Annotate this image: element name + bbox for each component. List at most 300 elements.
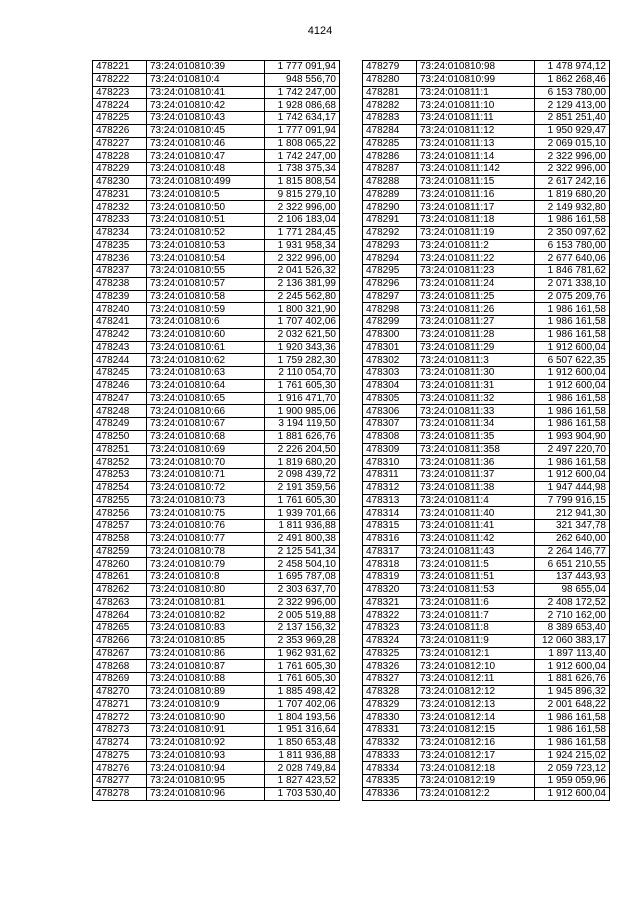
table-row (363, 392, 610, 405)
cadastral-value-cell: 1 912 600,04 (535, 379, 610, 392)
cadastral-value-cell: 1 986 161,58 (535, 405, 610, 418)
cadastral-number-cell: 73:24:010810:92 (147, 736, 265, 749)
row-number-cell: 478270 (93, 685, 147, 698)
row-number-cell: 478323 (363, 622, 417, 635)
cadastral-number-cell: 73:24:010810:60 (147, 328, 265, 341)
table-row (93, 622, 340, 635)
cadastral-number-cell: 73:24:010810:91 (147, 724, 265, 737)
row-number-cell: 478229 (93, 163, 147, 176)
cadastral-number-cell: 73:24:010811:42 (417, 532, 535, 545)
table-row (363, 277, 610, 290)
table-row (363, 532, 610, 545)
table-row (93, 73, 340, 86)
cadastral-value-cell: 12 060 383,17 (535, 634, 610, 647)
cadastral-number-cell: 73:24:010810:77 (147, 532, 265, 545)
table-row (363, 673, 610, 686)
table-row (93, 762, 340, 775)
cadastral-number-cell: 73:24:010811:17 (417, 201, 535, 214)
cadastral-number-cell: 73:24:010810:65 (147, 392, 265, 405)
cadastral-number-cell: 73:24:010810:46 (147, 137, 265, 150)
table-row (93, 290, 340, 303)
cadastral-number-cell: 73:24:010811:7 (417, 609, 535, 622)
cadastral-value-cell: 1 912 600,04 (535, 341, 610, 354)
table-row (93, 303, 340, 316)
cadastral-number-cell: 73:24:010811:1 (417, 86, 535, 99)
cadastral-value-cell: 2 005 519,88 (265, 609, 340, 622)
cadastral-number-cell: 73:24:010810:67 (147, 418, 265, 431)
row-number-cell: 478280 (363, 73, 417, 86)
row-number-cell: 478243 (93, 341, 147, 354)
cadastral-number-cell: 73:24:010811:25 (417, 290, 535, 303)
table-row (363, 545, 610, 558)
row-number-cell: 478253 (93, 469, 147, 482)
row-number-cell: 478236 (93, 252, 147, 265)
row-number-cell: 478225 (93, 112, 147, 125)
row-number-cell: 478308 (363, 430, 417, 443)
cadastral-value-cell: 1 777 091,94 (265, 124, 340, 137)
cadastral-number-cell: 73:24:010810:86 (147, 647, 265, 660)
cadastral-value-cell: 1 804 193,56 (265, 711, 340, 724)
cadastral-value-cell: 2 069 015,10 (535, 137, 610, 150)
row-number-cell: 478264 (93, 609, 147, 622)
table-row (93, 456, 340, 469)
cadastral-number-cell: 73:24:010810:76 (147, 520, 265, 533)
table-row (93, 532, 340, 545)
table-row (93, 634, 340, 647)
cadastral-value-cell: 2 322 996,00 (265, 596, 340, 609)
row-number-cell: 478290 (363, 201, 417, 214)
row-number-cell: 478305 (363, 392, 417, 405)
cadastral-number-cell: 73:24:010810:43 (147, 112, 265, 125)
cadastral-number-cell: 73:24:010810:81 (147, 596, 265, 609)
table-row (363, 456, 610, 469)
table-row (93, 685, 340, 698)
table-row (363, 290, 610, 303)
cadastral-value-cell: 2 071 338,10 (535, 277, 610, 290)
row-number-cell: 478250 (93, 430, 147, 443)
table-row (363, 787, 610, 800)
cadastral-number-cell: 73:24:010810:59 (147, 303, 265, 316)
cadastral-value-cell: 6 651 210,55 (535, 558, 610, 571)
row-number-cell: 478304 (363, 379, 417, 392)
row-number-cell: 478275 (93, 749, 147, 762)
cadastral-value-cell: 1 912 600,04 (535, 787, 610, 800)
row-number-cell: 478234 (93, 226, 147, 239)
cadastral-number-cell: 73:24:010810:73 (147, 494, 265, 507)
table-row (363, 379, 610, 392)
table-row (363, 469, 610, 482)
table-row (93, 711, 340, 724)
table-row (363, 749, 610, 762)
table-row (363, 430, 610, 443)
table-row (93, 150, 340, 163)
cadastral-value-cell: 1 912 600,04 (535, 469, 610, 482)
cadastral-value-cell: 2 129 413,00 (535, 99, 610, 112)
cadastral-number-cell: 73:24:010812:14 (417, 711, 535, 724)
cadastral-value-cell: 2 408 172,52 (535, 596, 610, 609)
cadastral-number-cell: 73:24:010810:70 (147, 456, 265, 469)
row-number-cell: 478331 (363, 724, 417, 737)
cadastral-value-cell: 1 742 247,00 (265, 150, 340, 163)
cadastral-number-cell: 73:24:010812:17 (417, 749, 535, 762)
table-row (363, 86, 610, 99)
cadastral-value-cell: 2 322 996,00 (535, 150, 610, 163)
row-number-cell: 478293 (363, 239, 417, 252)
cadastral-value-cell: 1 945 896,32 (535, 685, 610, 698)
row-number-cell: 478228 (93, 150, 147, 163)
row-number-cell: 478261 (93, 571, 147, 584)
cadastral-value-cell: 2 322 996,00 (535, 163, 610, 176)
cadastral-value-cell: 1 931 958,34 (265, 239, 340, 252)
cadastral-value-cell: 1 900 985,06 (265, 405, 340, 418)
row-number-cell: 478291 (363, 214, 417, 227)
table-row (363, 507, 610, 520)
row-number-cell: 478310 (363, 456, 417, 469)
cadastral-number-cell: 73:24:010811:2 (417, 239, 535, 252)
cadastral-value-cell: 1 881 626,76 (265, 430, 340, 443)
row-number-cell: 478300 (363, 328, 417, 341)
cadastral-value-cell: 2 110 054,70 (265, 367, 340, 380)
table-row (363, 558, 610, 571)
cadastral-number-cell: 73:24:010810:82 (147, 609, 265, 622)
cadastral-number-cell: 73:24:010811:33 (417, 405, 535, 418)
table-row (93, 405, 340, 418)
cadastral-number-cell: 73:24:010810:53 (147, 239, 265, 252)
table-row (363, 73, 610, 86)
table-row (363, 367, 610, 380)
cadastral-value-cell: 2 264 146,77 (535, 545, 610, 558)
table-row (363, 354, 610, 367)
cadastral-value-cell: 2 137 156,32 (265, 622, 340, 635)
table-row (363, 622, 610, 635)
cadastral-value-cell: 1 993 904,90 (535, 430, 610, 443)
cadastral-value-cell: 1 947 444,98 (535, 481, 610, 494)
table-row (363, 112, 610, 125)
cadastral-value-cell: 262 640,00 (535, 532, 610, 545)
row-number-cell: 478298 (363, 303, 417, 316)
cadastral-number-cell: 73:24:010811:37 (417, 469, 535, 482)
row-number-cell: 478231 (93, 188, 147, 201)
table-row (93, 775, 340, 788)
cadastral-value-cell: 2 491 800,38 (265, 532, 340, 545)
cadastral-value-cell: 2 191 359,56 (265, 481, 340, 494)
cadastral-value-cell: 1 707 402,06 (265, 316, 340, 329)
table-row (93, 583, 340, 596)
cadastral-number-cell: 73:24:010811:13 (417, 137, 535, 150)
row-number-cell: 478266 (93, 634, 147, 647)
cadastral-number-cell: 73:24:010810:58 (147, 290, 265, 303)
row-number-cell: 478335 (363, 775, 417, 788)
cadastral-number-cell: 73:24:010811:41 (417, 520, 535, 533)
row-number-cell: 478239 (93, 290, 147, 303)
cadastral-value-cell: 1 761 605,30 (265, 379, 340, 392)
cadastral-value-cell: 2 458 504,10 (265, 558, 340, 571)
row-number-cell: 478312 (363, 481, 417, 494)
cadastral-value-cell: 212 941,30 (535, 507, 610, 520)
cadastral-value-cell: 321 347,78 (535, 520, 610, 533)
table-row (93, 430, 340, 443)
table-row (363, 303, 610, 316)
cadastral-number-cell: 73:24:010810:69 (147, 443, 265, 456)
table-row (93, 316, 340, 329)
table-row (363, 341, 610, 354)
cadastral-number-cell: 73:24:010811:24 (417, 277, 535, 290)
cadastral-value-cell: 1 815 808,54 (265, 175, 340, 188)
cadastral-number-cell: 73:24:010810:75 (147, 507, 265, 520)
row-number-cell: 478285 (363, 137, 417, 150)
cadastral-value-cell: 1 939 701,66 (265, 507, 340, 520)
cadastral-value-cell: 1 885 498,42 (265, 685, 340, 698)
table-row (93, 163, 340, 176)
row-number-cell: 478324 (363, 634, 417, 647)
row-number-cell: 478314 (363, 507, 417, 520)
table-row (93, 367, 340, 380)
cadastral-number-cell: 73:24:010811:10 (417, 99, 535, 112)
table-row (363, 214, 610, 227)
cadastral-value-cell: 1 959 059,96 (535, 775, 610, 788)
cadastral-number-cell: 73:24:010810:95 (147, 775, 265, 788)
cadastral-number-cell: 73:24:010810:47 (147, 150, 265, 163)
cadastral-number-cell: 73:24:010810:57 (147, 277, 265, 290)
row-number-cell: 478223 (93, 86, 147, 99)
row-number-cell: 478322 (363, 609, 417, 622)
cadastral-value-cell: 1 881 626,76 (535, 673, 610, 686)
cadastral-number-cell: 73:24:010810:94 (147, 762, 265, 775)
table-row (93, 112, 340, 125)
row-number-cell: 478301 (363, 341, 417, 354)
cadastral-value-cell: 2 059 723,12 (535, 762, 610, 775)
cadastral-value-cell: 1 827 423,52 (265, 775, 340, 788)
cadastral-number-cell: 73:24:010812:11 (417, 673, 535, 686)
cadastral-number-cell: 73:24:010811:14 (417, 150, 535, 163)
row-number-cell: 478284 (363, 124, 417, 137)
row-number-cell: 478251 (93, 443, 147, 456)
row-number-cell: 478321 (363, 596, 417, 609)
row-number-cell: 478238 (93, 277, 147, 290)
cadastral-value-cell: 1 800 321,90 (265, 303, 340, 316)
cadastral-number-cell: 73:24:010812:1 (417, 647, 535, 660)
cadastral-number-cell: 73:24:010810:62 (147, 354, 265, 367)
table-row (363, 405, 610, 418)
cadastral-value-cell: 2 322 996,00 (265, 201, 340, 214)
row-number-cell: 478319 (363, 571, 417, 584)
row-number-cell: 478276 (93, 762, 147, 775)
row-number-cell: 478313 (363, 494, 417, 507)
cadastral-value-cell: 2 106 183,04 (265, 214, 340, 227)
table-row (363, 239, 610, 252)
row-number-cell: 478268 (93, 660, 147, 673)
cadastral-number-cell: 73:24:010811:5 (417, 558, 535, 571)
table-row (363, 252, 610, 265)
cadastral-number-cell: 73:24:010812:18 (417, 762, 535, 775)
cadastral-number-cell: 73:24:010811:18 (417, 214, 535, 227)
cadastral-value-cell: 6 153 780,00 (535, 86, 610, 99)
cadastral-number-cell: 73:24:010811:15 (417, 175, 535, 188)
row-number-cell: 478287 (363, 163, 417, 176)
table-row (93, 379, 340, 392)
cadastral-value-cell: 1 478 974,12 (535, 61, 610, 74)
table-row (363, 609, 610, 622)
cadastral-value-cell: 2 136 381,99 (265, 277, 340, 290)
table-row (93, 647, 340, 660)
table-row (363, 634, 610, 647)
cadastral-value-cell: 1 811 936,88 (265, 520, 340, 533)
table-row (363, 724, 610, 737)
cadastral-value-cell: 9 815 279,10 (265, 188, 340, 201)
cadastral-number-cell: 73:24:010811:22 (417, 252, 535, 265)
cadastral-number-cell: 73:24:010811:31 (417, 379, 535, 392)
row-number-cell: 478329 (363, 698, 417, 711)
cadastral-number-cell: 73:24:010810:87 (147, 660, 265, 673)
row-number-cell: 478292 (363, 226, 417, 239)
cadastral-number-cell: 73:24:010810:9 (147, 698, 265, 711)
table-row (363, 316, 610, 329)
cadastral-value-cell: 2 001 648,22 (535, 698, 610, 711)
cadastral-value-cell: 1 738 375,34 (265, 163, 340, 176)
table-row (93, 494, 340, 507)
row-number-cell: 478286 (363, 150, 417, 163)
cadastral-value-cell: 2 350 097,62 (535, 226, 610, 239)
cadastral-number-cell: 73:24:010811:34 (417, 418, 535, 431)
row-number-cell: 478288 (363, 175, 417, 188)
cadastral-value-cell: 2 322 996,00 (265, 252, 340, 265)
table-row (363, 685, 610, 698)
cadastral-number-cell: 73:24:010810:88 (147, 673, 265, 686)
cadastral-number-cell: 73:24:010812:2 (417, 787, 535, 800)
cadastral-number-cell: 73:24:010810:6 (147, 316, 265, 329)
cadastral-value-cell: 1 986 161,58 (535, 418, 610, 431)
cadastral-number-cell: 73:24:010812:13 (417, 698, 535, 711)
cadastral-value-cell: 1 897 113,40 (535, 647, 610, 660)
row-number-cell: 478273 (93, 724, 147, 737)
cadastral-value-table-right (362, 60, 610, 801)
cadastral-value-cell: 1 850 653,48 (265, 736, 340, 749)
table-row (93, 188, 340, 201)
cadastral-value-cell: 1 986 161,58 (535, 456, 610, 469)
row-number-cell: 478248 (93, 405, 147, 418)
table-row (93, 61, 340, 74)
row-number-cell: 478277 (93, 775, 147, 788)
row-number-cell: 478302 (363, 354, 417, 367)
table-row (363, 150, 610, 163)
cadastral-value-cell: 1 916 471,70 (265, 392, 340, 405)
cadastral-number-cell: 73:24:010810:52 (147, 226, 265, 239)
table-row (363, 443, 610, 456)
row-number-cell: 478257 (93, 520, 147, 533)
cadastral-number-cell: 73:24:010812:16 (417, 736, 535, 749)
cadastral-number-cell: 73:24:010810:8 (147, 571, 265, 584)
cadastral-number-cell: 73:24:010811:36 (417, 456, 535, 469)
cadastral-number-cell: 73:24:010810:5 (147, 188, 265, 201)
row-number-cell: 478332 (363, 736, 417, 749)
row-number-cell: 478278 (93, 787, 147, 800)
row-number-cell: 478258 (93, 532, 147, 545)
row-number-cell: 478320 (363, 583, 417, 596)
row-number-cell: 478260 (93, 558, 147, 571)
table-row (93, 226, 340, 239)
cadastral-number-cell: 73:24:010811:43 (417, 545, 535, 558)
cadastral-value-cell: 2 032 621,50 (265, 328, 340, 341)
cadastral-number-cell: 73:24:010811:28 (417, 328, 535, 341)
cadastral-number-cell: 73:24:010810:85 (147, 634, 265, 647)
cadastral-number-cell: 73:24:010811:26 (417, 303, 535, 316)
table-row (93, 749, 340, 762)
cadastral-value-cell: 1 862 268,46 (535, 73, 610, 86)
cadastral-number-cell: 73:24:010810:42 (147, 99, 265, 112)
table-row (93, 137, 340, 150)
cadastral-value-cell: 2 617 242,16 (535, 175, 610, 188)
cadastral-value-cell: 2 497 220,70 (535, 443, 610, 456)
cadastral-number-cell: 73:24:010811:29 (417, 341, 535, 354)
row-number-cell: 478326 (363, 660, 417, 673)
cadastral-number-cell: 73:24:010810:4 (147, 73, 265, 86)
cadastral-number-cell: 73:24:010812:10 (417, 660, 535, 673)
cadastral-value-cell: 1 742 634,17 (265, 112, 340, 125)
cadastral-value-cell: 137 443,93 (535, 571, 610, 584)
table-row (363, 163, 610, 176)
table-row (93, 736, 340, 749)
row-number-cell: 478230 (93, 175, 147, 188)
cadastral-number-cell: 73:24:010811:23 (417, 265, 535, 278)
table-row (93, 673, 340, 686)
row-number-cell: 478256 (93, 507, 147, 520)
cadastral-value-cell: 1 986 161,58 (535, 711, 610, 724)
row-number-cell: 478245 (93, 367, 147, 380)
cadastral-number-cell: 73:24:010810:68 (147, 430, 265, 443)
table-row (93, 175, 340, 188)
row-number-cell: 478249 (93, 418, 147, 431)
table-row (93, 354, 340, 367)
cadastral-number-cell: 73:24:010810:66 (147, 405, 265, 418)
cadastral-value-cell: 6 507 622,35 (535, 354, 610, 367)
row-number-cell: 478317 (363, 545, 417, 558)
table-row (93, 341, 340, 354)
cadastral-value-cell: 1 986 161,58 (535, 736, 610, 749)
cadastral-number-cell: 73:24:010810:51 (147, 214, 265, 227)
table-row (363, 175, 610, 188)
cadastral-number-cell: 73:24:010811:30 (417, 367, 535, 380)
cadastral-value-cell: 2 710 162,00 (535, 609, 610, 622)
cadastral-number-cell: 73:24:010810:90 (147, 711, 265, 724)
table-row (93, 214, 340, 227)
cadastral-value-cell: 8 389 653,40 (535, 622, 610, 635)
row-number-cell: 478252 (93, 456, 147, 469)
cadastral-value-cell: 2 851 251,40 (535, 112, 610, 125)
row-number-cell: 478299 (363, 316, 417, 329)
cadastral-number-cell: 73:24:010811:142 (417, 163, 535, 176)
cadastral-number-cell: 73:24:010810:64 (147, 379, 265, 392)
table-row (363, 201, 610, 214)
row-number-cell: 478265 (93, 622, 147, 635)
row-number-cell: 478233 (93, 214, 147, 227)
cadastral-value-cell: 1 924 215,02 (535, 749, 610, 762)
table-row (93, 252, 340, 265)
cadastral-value-cell: 2 125 541,34 (265, 545, 340, 558)
cadastral-value-cell: 1 986 161,58 (535, 214, 610, 227)
table-row (363, 265, 610, 278)
row-number-cell: 478306 (363, 405, 417, 418)
table-row (363, 762, 610, 775)
table-row (93, 201, 340, 214)
row-number-cell: 478272 (93, 711, 147, 724)
row-number-cell: 478226 (93, 124, 147, 137)
cadastral-number-cell: 73:24:010810:41 (147, 86, 265, 99)
cadastral-value-cell: 1 707 402,06 (265, 698, 340, 711)
cadastral-value-cell: 98 655,04 (535, 583, 610, 596)
row-number-cell: 478247 (93, 392, 147, 405)
cadastral-number-cell: 73:24:010810:99 (417, 73, 535, 86)
row-number-cell: 478328 (363, 685, 417, 698)
